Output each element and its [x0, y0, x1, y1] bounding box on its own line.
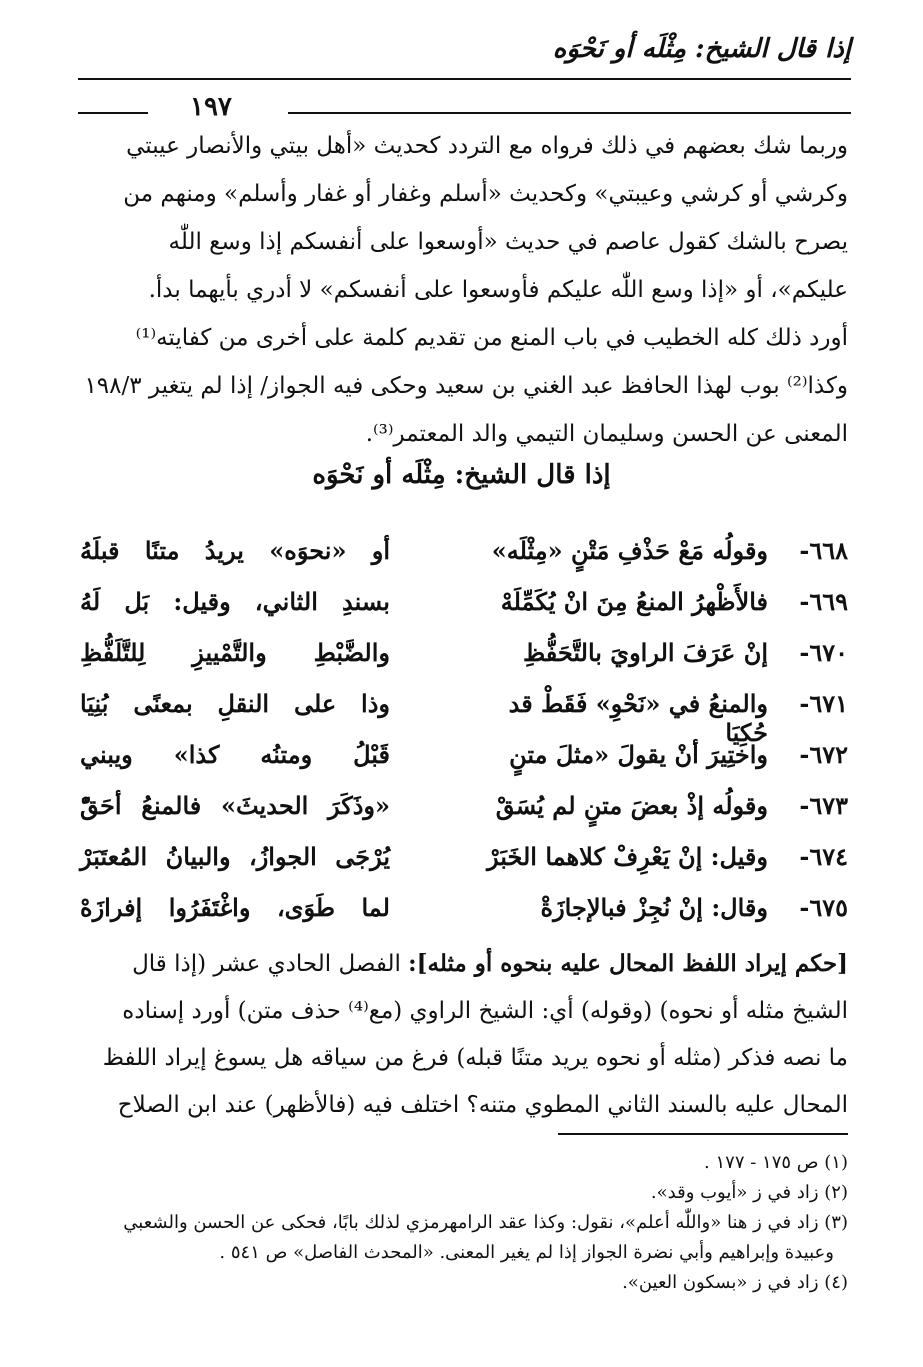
- text-line: ما نصه فذكر (مثله أو نحوه يريد متنًا قبله) فرغ من سياقه هل يسوغ إيراد اللفظ: [102, 1045, 848, 1071]
- footnote-continuation: وعبيدة وإبراهيم وأبي نضرة الجواز إذا لم يغير المعنى. «المحدث الفاصل» ص ٥٤١ .: [219, 1242, 834, 1263]
- text-line: [80, 940, 848, 988]
- verse-number: ٦٦٨-: [799, 536, 848, 565]
- verse-number: ٦٧٥-: [799, 893, 848, 922]
- verse-number: ٦٧١-: [799, 689, 848, 718]
- verse-second-hemistich: أو «نحوَه» يريدُ متنًا قبلَهُ: [80, 536, 390, 565]
- text-line: الشيخ مثله أو نحوه) (وقوله) أي: الشيخ الراوي (مع⁽⁴⁾ حذف متن) أورد إسناده: [122, 998, 848, 1024]
- verse-second-hemistich: وذا على النقلِ بمعنًى بُنِيَا: [80, 689, 390, 718]
- text-line: وربما شك بعضهم في ذلك فرواه مع التردد كحديث «أهل بيتي والأنصار عيبتي: [126, 133, 848, 159]
- verse-row: [80, 783, 848, 834]
- verse-first-hemistich: وقيل: إنْ يَعْرِفْ كلاهما الخَبَرْ: [487, 842, 768, 871]
- text-line: أورد ذلك كله الخطيب في باب المنع من تقديم كلمة على أخرى من كفايته⁽¹⁾: [135, 325, 848, 351]
- verse-second-hemistich: والضَّبْطِ والتَّمْييزِ لِلتَّلَفُّظِ: [80, 638, 390, 667]
- verse-second-hemistich: يُرْجَى الجوازُ، والبيانُ المُعتَبَرْ: [80, 842, 390, 871]
- header-rule-left: [78, 112, 148, 114]
- verse-first-hemistich: وقولُه مَعْ حَذْفِ مَتْنٍ «مِثْلَه»: [491, 536, 768, 565]
- verse-list: [80, 528, 848, 936]
- commentary-paragraph: [80, 940, 848, 1129]
- footnote-separator: [558, 1133, 848, 1135]
- text-line: المحال عليه بالسند الثاني المطوي متنه؟ اختلف فيه (فالأظهر) عند ابن الصلاح: [117, 1092, 848, 1118]
- header-rule-right: [288, 112, 851, 114]
- verse-row: [80, 885, 848, 936]
- footnote: (٣) زاد في ز هنا «واللّٰه أعلم»، نقول: وكذا عقد الرامهرمزي لذلك بابًا، فحكى عن الحسن والشعبي: [123, 1212, 848, 1233]
- text-line: وكرشي أو كرشي وعيبتي» وكحديث «أسلم وغفار أو غفار وأسلم» ومنهم من: [123, 181, 848, 207]
- verse-number: ٦٧٠-: [799, 638, 848, 667]
- header-rule: [78, 78, 851, 80]
- commentary-heading: [حكم إيراد اللفظ المحال عليه بنحوه أو مثله]:: [408, 950, 848, 977]
- verse-row: [80, 630, 848, 681]
- verse-row: [80, 528, 848, 579]
- verse-first-hemistich: وقولُه إذْ بعضَ متنٍ لم يُسَقْ: [495, 791, 768, 820]
- intro-paragraph: [80, 122, 848, 458]
- verse-first-hemistich: وقال: إنْ نُجِزْ فبالإجازَةْ: [540, 893, 768, 922]
- text-line: المعنى عن الحسن وسليمان التيمي والد المعتمر⁽³⁾.: [365, 421, 848, 447]
- section-heading: إذا قال الشيخ: مِثْلَه أو نَحْوَه: [312, 460, 611, 490]
- page-number: ١٩٧: [190, 92, 232, 122]
- text-span: الفصل الحادي عشر (إذا قال: [132, 951, 401, 977]
- footnote: (٢) زاد في ز «أيوب وقد».: [650, 1182, 848, 1203]
- verse-second-hemistich: بسندِ الثاني، وقيل: بَل لَهُ: [80, 587, 390, 616]
- verse-number: ٦٧٢-: [799, 740, 848, 769]
- footnote: (٤) زاد في ز «بسكون العين».: [622, 1272, 848, 1293]
- verse-number: ٦٧٤-: [799, 842, 848, 871]
- verse-number: ٦٦٩-: [799, 587, 848, 616]
- verse-second-hemistich: قَبْلُ ومتنُه كذا» ويبني: [80, 740, 390, 769]
- footnotes: [80, 1148, 848, 1298]
- running-title: إذا قال الشيخ: مِثْلَه أو نَحْوَه: [552, 34, 851, 64]
- verse-row: [80, 681, 848, 747]
- verse-row: [80, 579, 848, 630]
- verse-first-hemistich: إنْ عَرَفَ الراويَ بالتَّحَفُّظِ: [522, 638, 768, 667]
- verse-row: [80, 834, 848, 885]
- footnote: (١) ص ١٧٥ - ١٧٧ .: [704, 1152, 848, 1173]
- verse-second-hemistich: «وذَكَرَ الحديثَ» فالمنعُ أحَقّْ: [80, 791, 390, 820]
- verse-first-hemistich: واختِيرَ أنْ يقولَ «مثلَ متنٍ: [509, 740, 768, 769]
- verse-second-hemistich: لما طَوَى، واغْتَفَرُوا إفرازَهْ: [80, 893, 390, 922]
- verse-first-hemistich: فالأَظْهرُ المنعُ مِنَ انْ يُكَمِّلَهْ: [500, 587, 768, 616]
- text-line: عليكم»، أو «إذا وسع اللّٰه عليكم فأوسعوا على أنفسكم» لا أدري بأيهما بدأ.: [148, 277, 848, 303]
- page-header: [78, 28, 851, 122]
- verse-row: [80, 732, 848, 783]
- text-line: يصرح بالشك كقول عاصم في حديث «أوسعوا على أنفسكم إذا وسع اللّٰه: [168, 229, 848, 255]
- verse-first-hemistich: والمنعُ في «نَحْوِ» فَقَطْ قد حُكِيَا: [508, 689, 768, 747]
- verse-number: ٦٧٣-: [799, 791, 848, 820]
- text-line: وكذا⁽²⁾ بوب لهذا الحافظ عبد الغني بن سعيد وحكى فيه الجواز/ إذا لم يتغير ١٩٨/٣: [84, 373, 848, 399]
